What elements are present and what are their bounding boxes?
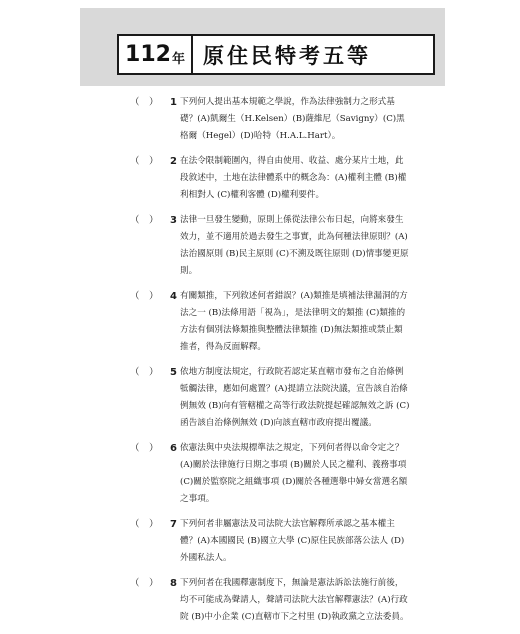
- question-list: [0, 94, 520, 634]
- question-number: 3: [170, 215, 177, 226]
- question-number: 7: [170, 519, 177, 530]
- question-item: [0, 364, 520, 432]
- question-text: 在法令限制範圍內，得自由使用、收益、處分某片土地，此段敘述中，土地在法律體系中的概念為：(A)權利主體 (B)權利相對人 (C)權利客體 (D)權利要件。: [180, 156, 407, 200]
- question-number: 6: [170, 443, 177, 454]
- question-number: 4: [170, 291, 177, 302]
- question-text: 依地方制度法規定，行政院若認定某直轄市發布之自治條例牴觸法律，應如何處置？(A)提請立法院決議，宣告該自治條例無效 (B)向有管轄權之高等行政法院提起確認無效之訴 (C)函告該自治條例無效 (D)向該直轄市政府提出覆議。: [180, 367, 410, 428]
- question-item: [0, 153, 520, 204]
- question-item: [0, 516, 520, 567]
- answer-blank: （ ）: [130, 97, 159, 108]
- exam-title: 原住民特考五等: [203, 43, 371, 68]
- year-badge: [119, 36, 193, 73]
- question-item: [0, 212, 520, 280]
- question-item: [0, 94, 520, 145]
- answer-blank: （ ）: [130, 367, 159, 378]
- question-item: [0, 440, 520, 508]
- question-text: 法律一旦發生變動，原則上係從法律公布日起，向將來發生效力，並不適用於過去發生之事實，此為何種法律原則？(A)法治國原則 (B)民主原則 (C)不溯及既往原則 (D)情事變更原則。: [180, 215, 409, 276]
- question-text: 下列何者在我國釋憲制度下，無論是憲法訴訟法施行前後，均不可能成為聲請人，聲請司法院大法官解釋憲法？(A)行政院 (B)中小企業 (C)直轄市下之村里 (D)執政黨之立法委員。: [180, 578, 409, 622]
- question-text: 依憲法與中央法規標準法之規定，下列何者得以命令定之？(A)關於法律施行日期之事項 (B)關於人民之權利、義務事項 (C)關於監察院之組織事項 (D)關於各種選舉中婦女當選名額之事項。: [180, 443, 408, 504]
- question-text: 有關類推，下列敘述何者錯誤？(A)類推是填補法律漏洞的方法之一 (B)法條用語「視為」，是法律明文的類推 (C)類推的方法有個別法條類推與整體法律類推 (D)無法類推或禁止類推者，得為反面解釋。: [180, 291, 408, 352]
- year-unit: 年: [171, 51, 185, 67]
- question-number: 5: [170, 367, 177, 378]
- question-number: 8: [170, 578, 177, 589]
- question-text: 下列何者非屬憲法及司法院大法官解釋所承認之基本權主體？(A)本國國民 (B)國立大學 (C)原住民族部落公法人 (D)外國私法人。: [180, 519, 405, 563]
- answer-blank: （ ）: [130, 443, 159, 454]
- answer-blank: （ ）: [130, 215, 159, 226]
- question-item: [0, 288, 520, 356]
- exam-title-box: [117, 34, 435, 75]
- question-number: 1: [170, 97, 177, 108]
- question-text: 下列何人提出基本規範之學說，作為法律強制力之形式基礎？(A)凱爾生（H.Kelsen）(B)薩維尼（Savigny）(C)黑格爾（Hegel）(D)哈特（H.A.L.Hart）。: [180, 97, 405, 141]
- answer-blank: （ ）: [130, 291, 159, 302]
- answer-blank: （ ）: [130, 578, 159, 589]
- answer-blank: （ ）: [130, 519, 159, 530]
- answer-blank: （ ）: [130, 156, 159, 167]
- year-number: 112: [125, 42, 171, 67]
- question-item: [0, 575, 520, 626]
- question-number: 2: [170, 156, 177, 167]
